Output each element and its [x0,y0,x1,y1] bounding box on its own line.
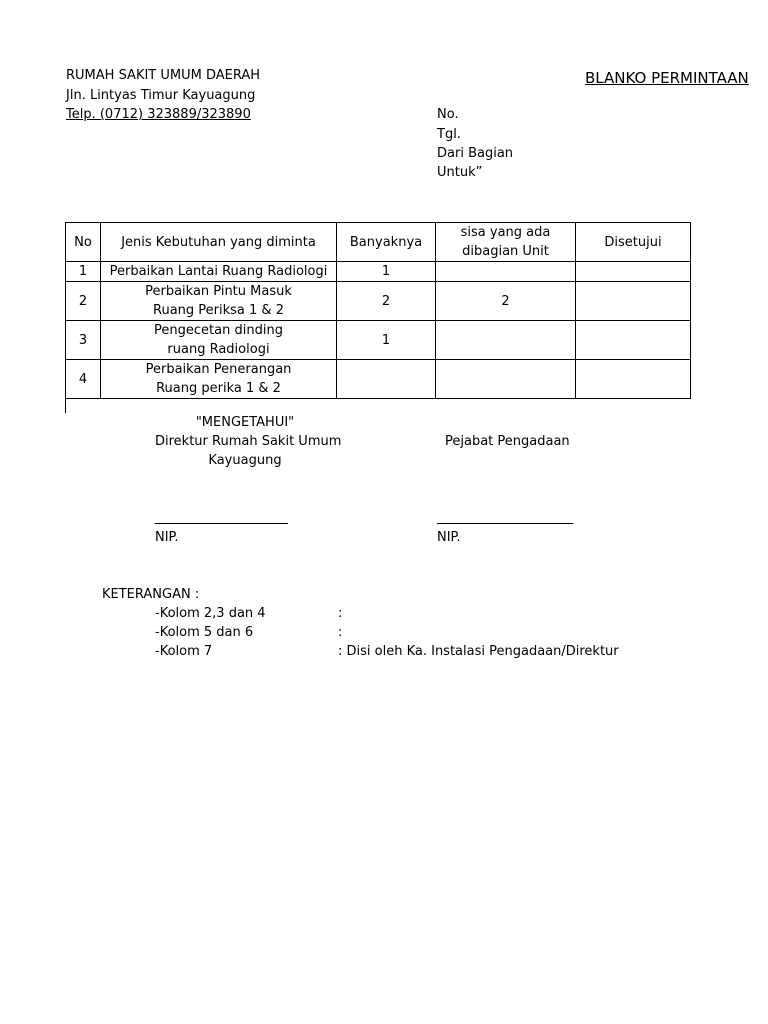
document-title: BLANKO PERMINTAAN [585,69,749,87]
org-address: Jln. Lintyas Timur Kayuagung [66,88,256,103]
table-row [66,360,691,399]
cell-jenis-line1: Pengecetan dinding [154,323,283,338]
header-sisa-line1: sisa yang ada [460,225,551,240]
cell-sisa [436,360,576,399]
keterangan-item-value: : Disi oleh Ka. Instalasi Pengadaan/Direktur [338,644,619,659]
header-disetujui: Disetujui [576,223,691,262]
org-name: RUMAH SAKIT UMUM DAERAH [66,68,261,83]
cell-jenis-line2: Ruang perika 1 & 2 [156,381,281,396]
cell-no: 4 [66,360,101,399]
cell-jenis-line2: Ruang Periksa 1 & 2 [153,303,284,318]
keterangan-heading: KETERANGAN : [102,587,200,602]
left-signature-line [155,523,288,524]
keterangan-item-label: -Kolom 5 dan 6 [155,625,254,640]
left-signer-title-line2: Kayuagung [208,453,282,468]
cell-banyaknya: 1 [337,262,436,282]
table-row [66,321,691,360]
tgl-label: Tgl. [437,127,461,142]
cell-no: 2 [66,282,101,321]
header-banyaknya: Banyaknya [337,223,436,262]
cell-jenis-line1: Perbaikan Penerangan [145,362,292,377]
table-border-stub [65,395,66,413]
cell-jenis [101,321,337,360]
left-signer-title-line1: Direktur Rumah Sakit Umum [155,434,342,449]
cell-disetujui [576,282,691,321]
request-table [65,222,691,399]
keterangan-item-value: : [338,606,343,621]
cell-sisa [436,321,576,360]
untuk-label: Untuk” [437,165,483,180]
cell-jenis [101,282,337,321]
cell-disetujui [576,360,691,399]
cell-no: 1 [66,262,101,282]
cell-banyaknya: 2 [337,282,436,321]
cell-banyaknya: 1 [337,321,436,360]
cell-banyaknya [337,360,436,399]
keterangan-item-label: -Kolom 2,3 dan 4 [155,606,266,621]
header-sisa-line2: dibagian Unit [462,244,549,259]
cell-jenis [101,360,337,399]
header-no: No [66,223,101,262]
keterangan-item-label: -Kolom 7 [155,644,213,659]
mengetahui-label: "MENGETAHUI" [195,415,295,430]
nip-left: NIP. [155,530,179,545]
dari-bagian-label: Dari Bagian [437,146,514,161]
table-row [66,262,691,282]
nip-right: NIP. [437,530,461,545]
no-label: No. [437,107,459,122]
cell-jenis-line1: Perbaikan Pintu Masuk [145,284,292,299]
cell-disetujui [576,321,691,360]
header-sisa [436,223,576,262]
right-signer-title: Pejabat Pengadaan [445,434,570,449]
cell-jenis-line2: ruang Radiologi [167,342,270,357]
cell-no: 3 [66,321,101,360]
org-phone: Telp. (0712) 323889/323890 [66,107,251,122]
cell-disetujui [576,262,691,282]
table-row [66,282,691,321]
cell-sisa: 2 [436,282,576,321]
cell-sisa [436,262,576,282]
right-signature-line [437,523,573,524]
table-header-row [66,223,691,262]
keterangan-item-value: : [338,625,343,640]
cell-jenis: Perbaikan Lantai Ruang Radiologi [101,262,337,282]
header-jenis: Jenis Kebutuhan yang diminta [101,223,337,262]
